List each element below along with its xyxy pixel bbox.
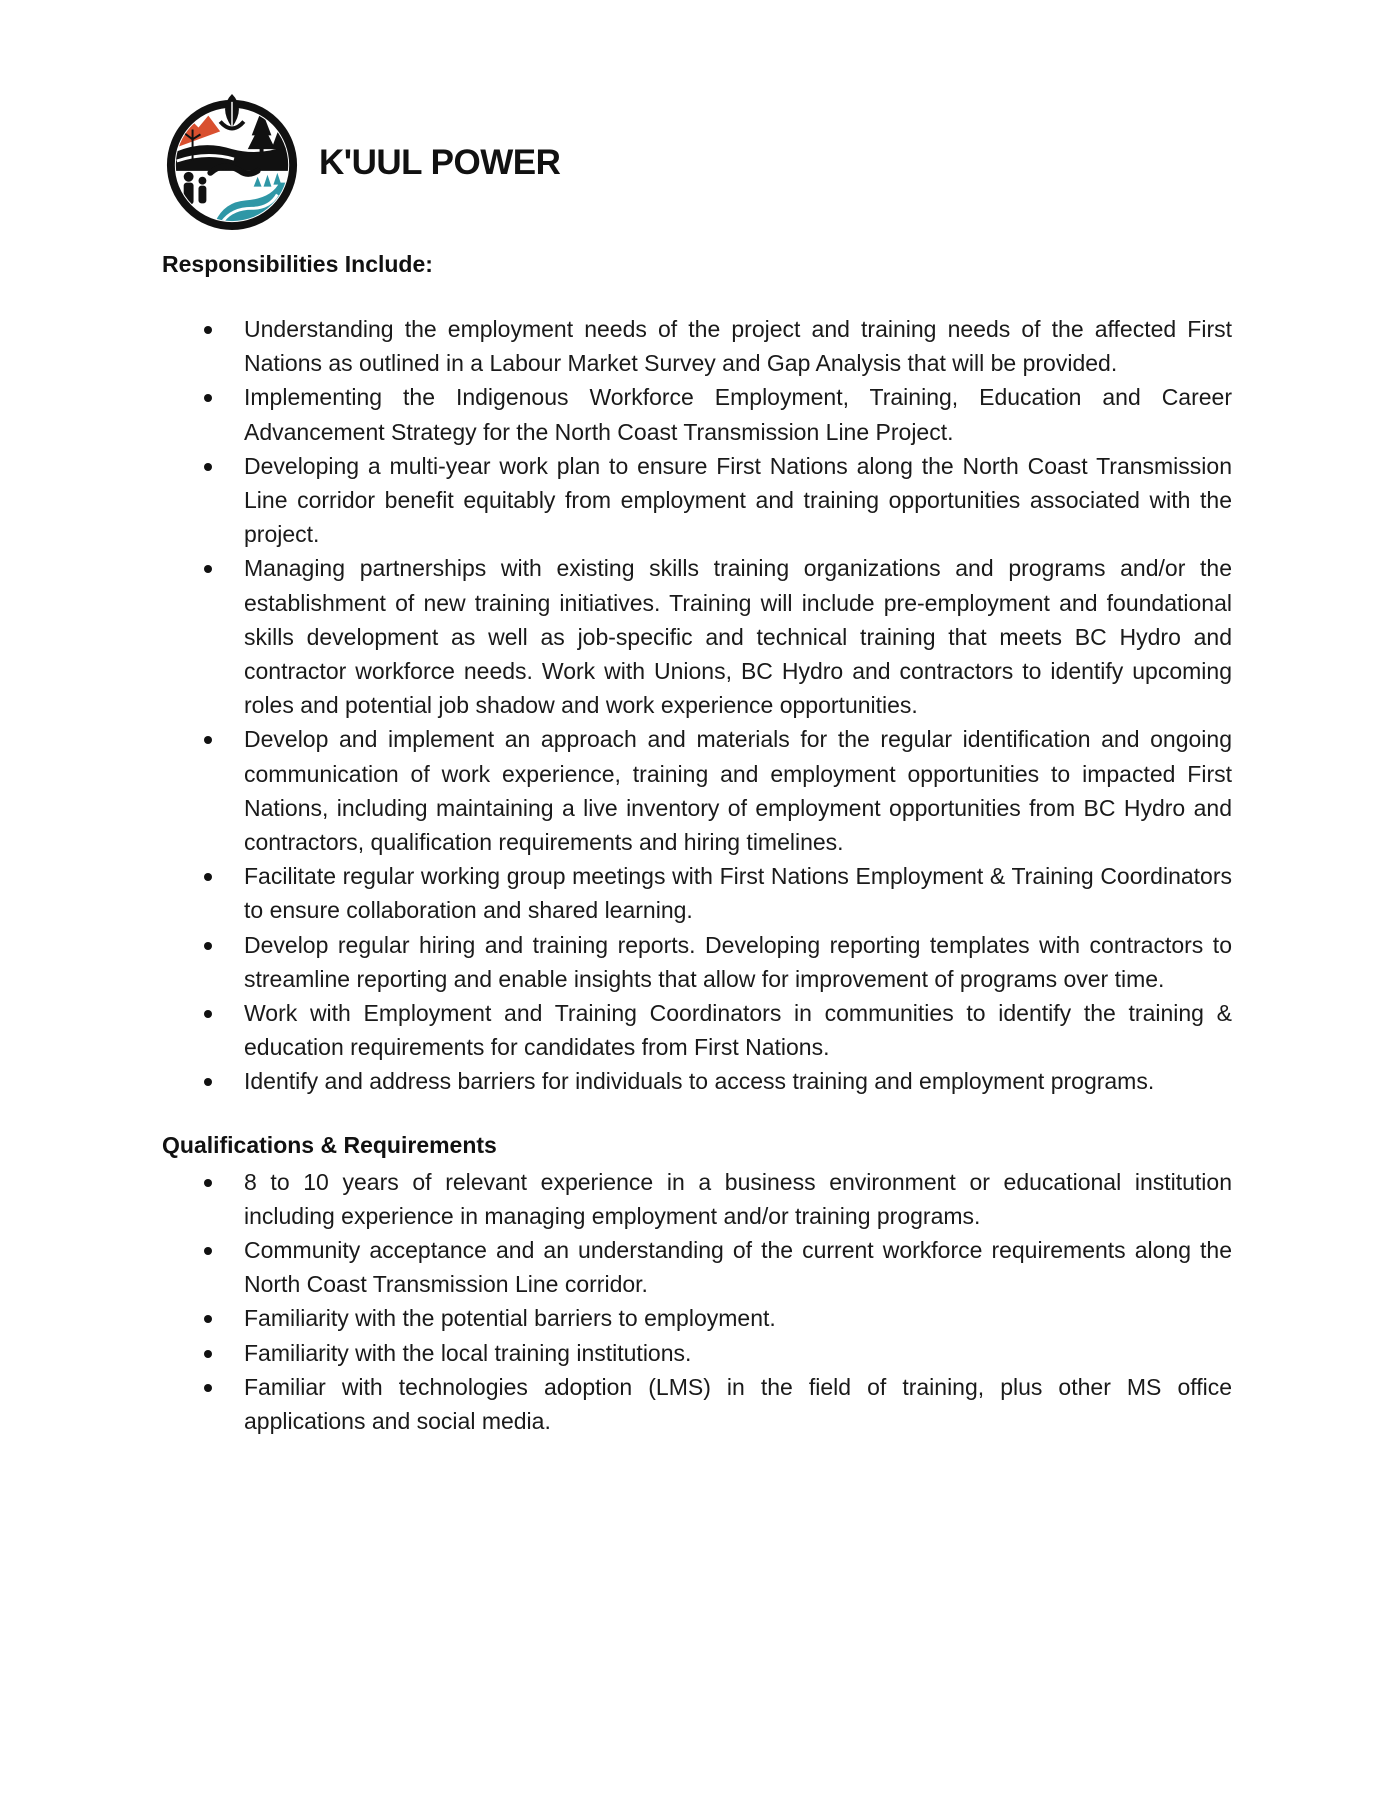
list-item [162,996,1232,1064]
list-item [162,1165,1232,1233]
list-item-text: Develop and implement an approach and materials for the regular identification and ongoing communication of work experience, training and employment opportunities to impacted First Nations, including maintaining a live inventory of employment opportunities from BC Hydro and contractors, qualification requirements and hiring timelines. [244,726,1232,856]
bullet-icon [204,1078,212,1086]
bullet-icon [204,326,212,334]
qualifications-list [162,1165,1232,1439]
bullet-icon [204,1010,212,1018]
list-item [162,928,1232,996]
list-item [162,551,1232,722]
list-item-text: Work with Employment and Training Coordinators in communities to identify the training & education requirements for candidates from First Nations. [244,1000,1232,1061]
bullet-icon [204,1247,212,1255]
brand-name: K'UUL POWER [319,143,561,182]
list-item-text: Facilitate regular working group meetings with First Nations Employment & Training Coordinators to ensure collaboration and shared learning. [244,863,1232,924]
list-item-text: Familiarity with the potential barriers to employment. [244,1305,776,1332]
list-item-text: 8 to 10 years of relevant experience in a business environment or educational institution including experience in managing employment and/or training programs. [244,1168,1232,1229]
bullet-icon [204,1179,212,1187]
list-item-text: Managing partnerships with existing skills training organizations and programs and/or the establishment of new training initiatives. Training will include pre-employment and foundational skills development as well as job-specific and technical training that meets BC Hydro and contractor workforce needs. Work with Unions, BC Hydro and contractors to identify upcoming roles and potential job shadow and work experience opportunities. [244,555,1232,719]
bullet-icon [204,1315,212,1323]
responsibilities-list [162,312,1232,1099]
bullet-icon [204,873,212,881]
list-item-text: Develop regular hiring and training reports. Developing reporting templates with contractors to streamline reporting and enable insights that allow for improvement of programs over time. [244,931,1232,992]
bullet-icon [204,463,212,471]
kuul-power-logo [163,92,301,230]
list-item [162,1370,1232,1438]
list-item-text: Developing a multi-year work plan to ensure First Nations along the North Coast Transmission Line corridor benefit equitably from employment and training opportunities associated with the project. [244,452,1232,548]
bullet-icon [204,565,212,573]
list-item-text: Understanding the employment needs of the project and training needs of the affected First Nations as outlined in a Labour Market Survey and Gap Analysis that will be provided. [244,316,1232,377]
bullet-icon [204,1384,212,1392]
list-item [162,1301,1232,1335]
bullet-icon [204,942,212,950]
responsibilities-heading: Responsibilities Include: [162,251,433,277]
list-item [162,859,1232,927]
list-item-text: Implementing the Indigenous Workforce Employment, Training, Education and Career Advancement Strategy for the North Coast Transmission Line Project. [244,384,1232,445]
bullet-icon [204,736,212,744]
document-body [162,247,1232,1438]
list-item-text: Community acceptance and an understanding of the current workforce requirements along the North Coast Transmission Line corridor. [244,1237,1232,1298]
letterhead [163,92,560,230]
list-item-text: Familiarity with the local training institutions. [244,1339,692,1366]
list-item-text: Familiar with technologies adoption (LMS) in the field of training, plus other MS office applications and social media. [244,1373,1232,1435]
list-item [162,449,1232,552]
list-item [162,380,1232,448]
bullet-icon [204,394,212,402]
list-item-text: Identify and address barriers for individuals to access training and employment programs. [244,1068,1155,1095]
list-item [162,312,1232,380]
bullet-icon [204,1350,212,1358]
list-item [162,1064,1232,1098]
list-item [162,1336,1232,1370]
list-item [162,1233,1232,1301]
qualifications-heading: Qualifications & Requirements [162,1131,497,1158]
list-item [162,722,1232,859]
